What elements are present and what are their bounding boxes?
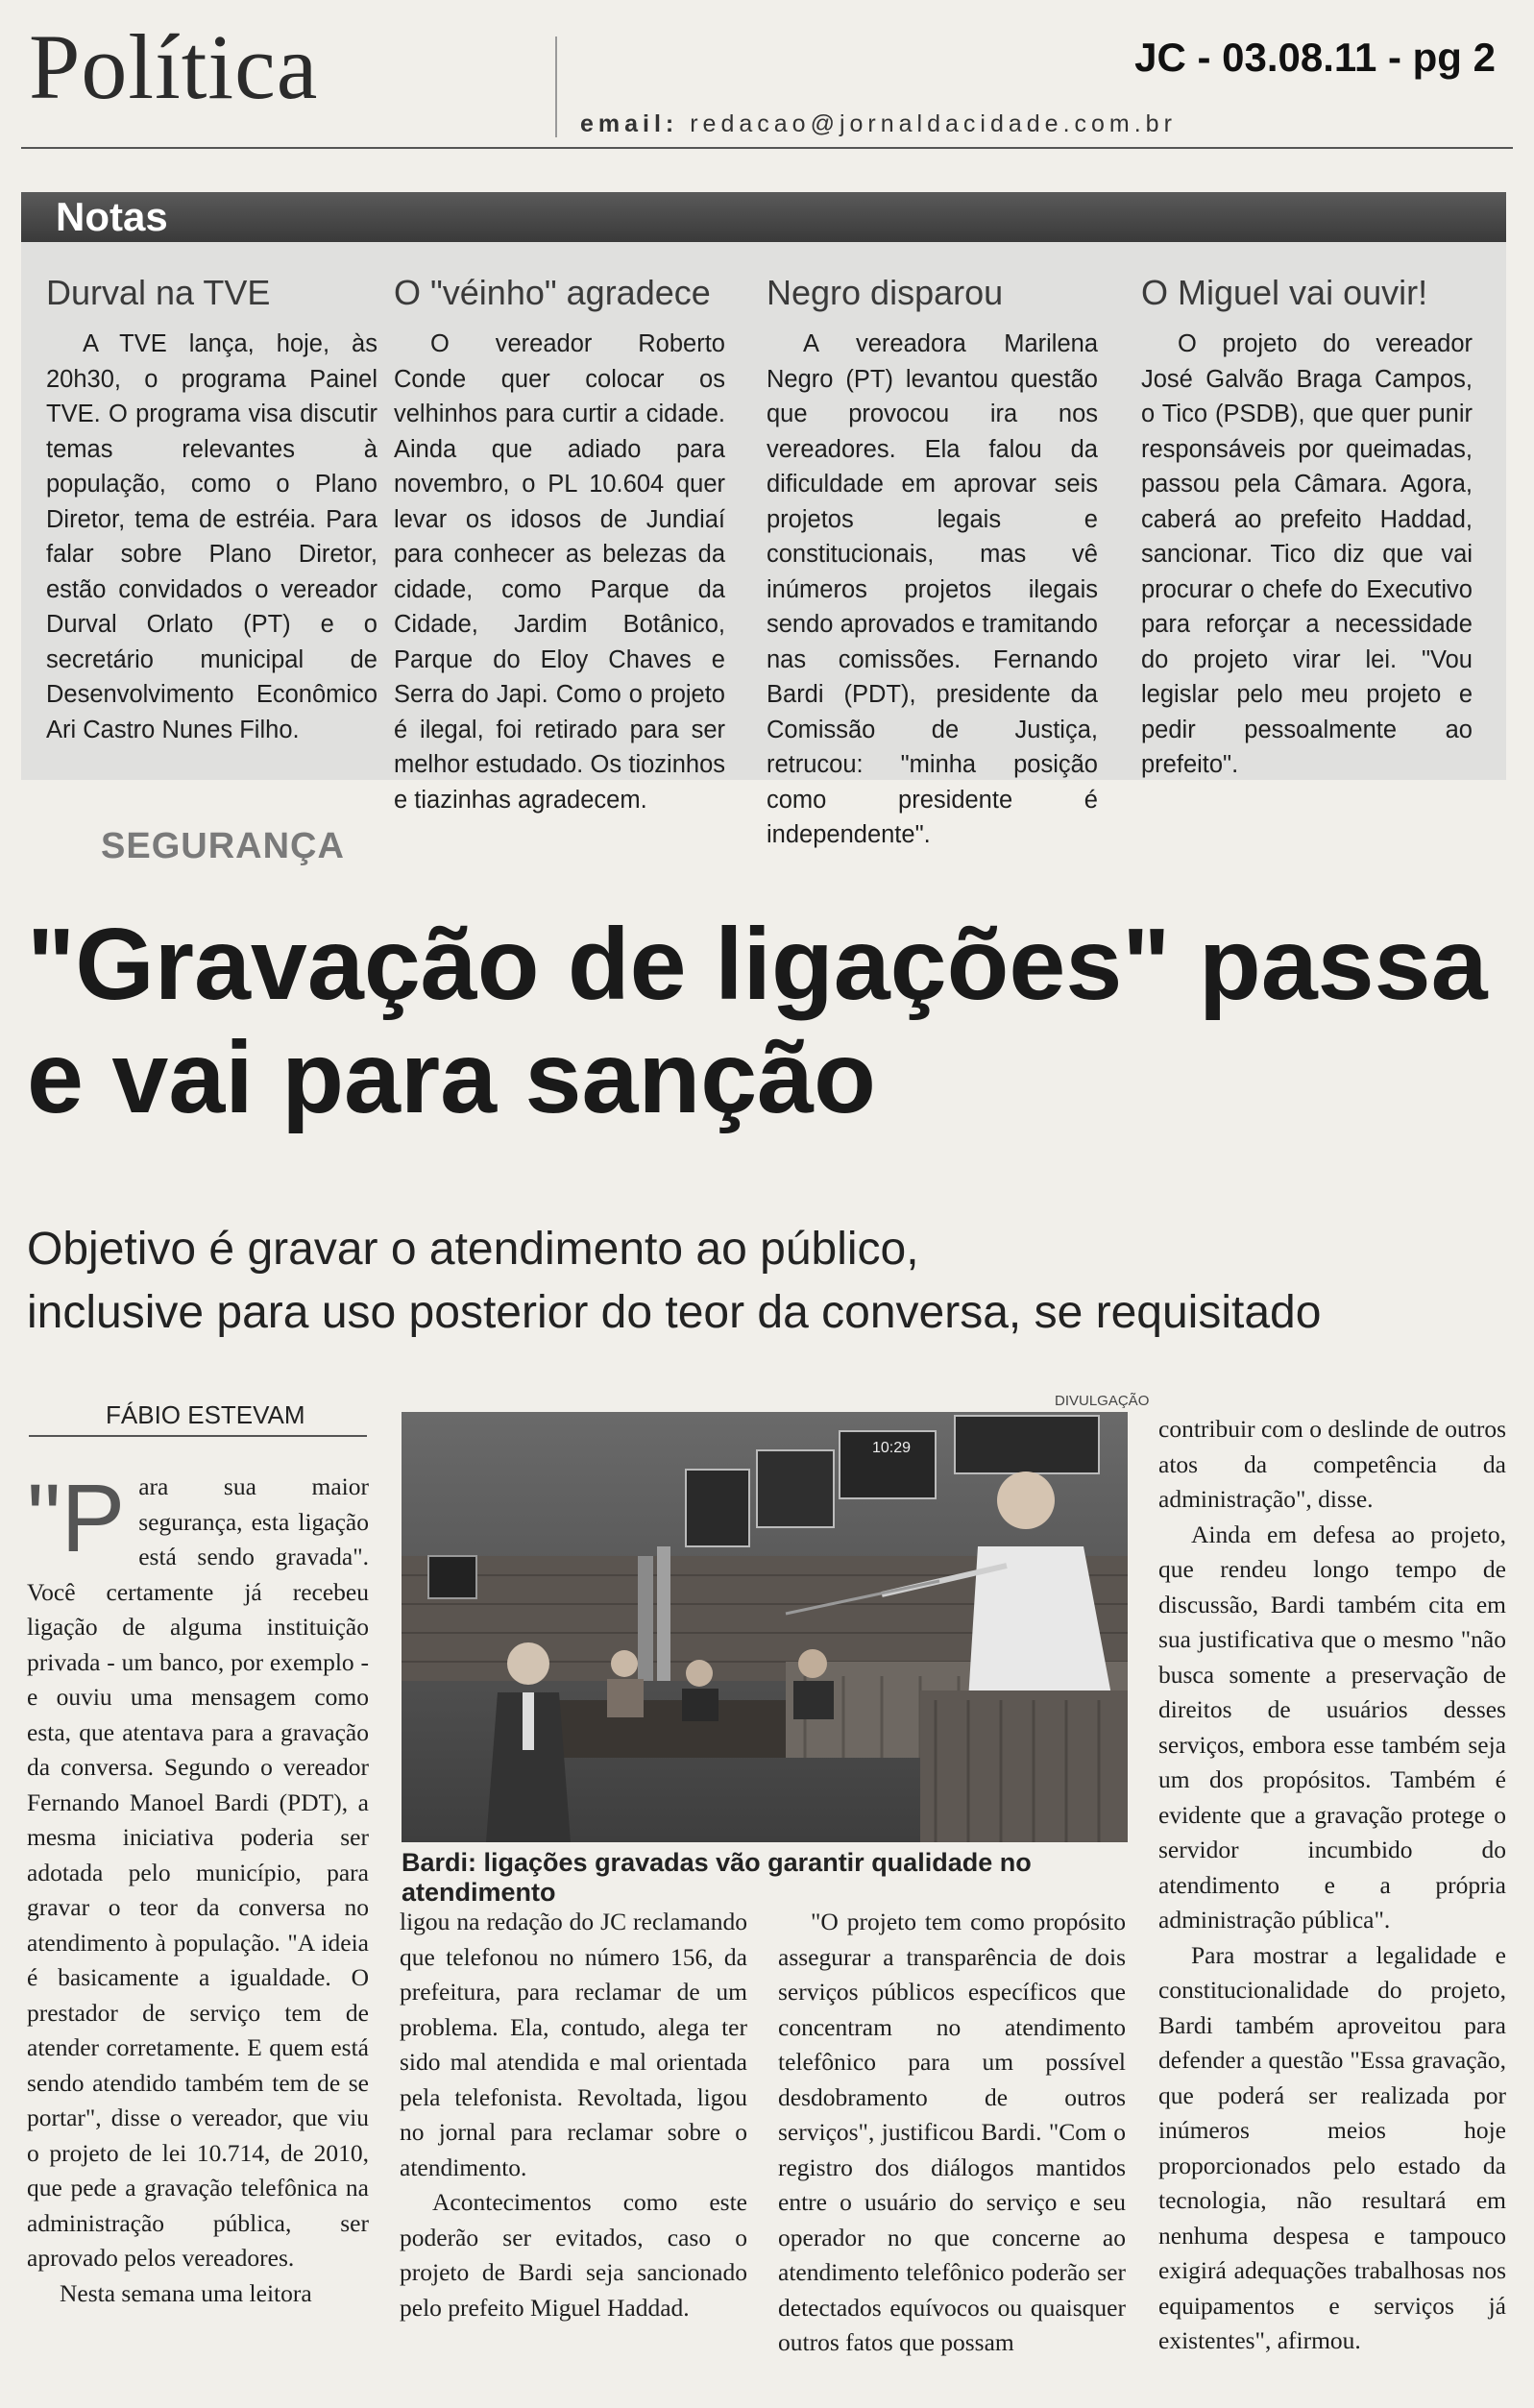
top-rule (21, 147, 1513, 149)
article-paragraph: Acontecimentos como este poderão ser evitados, caso o projeto de Bardi seja sancionado pelo prefeito Miguel Haddad. (400, 2188, 747, 2322)
byline-rule (29, 1435, 367, 1437)
note-title: O "véinho" agradece (394, 273, 711, 312)
drop-cap: "P (27, 1465, 126, 1572)
photo-credit: DIVULGAÇÃO (1055, 1393, 1150, 1409)
note-veinho (394, 273, 725, 817)
article-paragraph: Ainda em defesa ao projeto, que rendeu longo tempo de discussão, Bardi também cita em sua justificativa que o mesmo "não busca somente a preservação de direitos de usuários desses serviços, embora esse também seja um dos propósitos. Também é evidente que a gravação protege o servidor incumbido do atendimento e a própria administração pública". (1158, 1520, 1506, 1934)
note-body: O vereador Roberto Conde quer colocar os velhinhos para curtir a cidade. Ainda que adiado para novembro, o PL 10.604 quer levar os idosos de Jundiaí para conhecer as belezas da cidade, como Parque da Cidade, Jardim Botânico, Parque do Eloy Chaves e Serra do Japi. Como o projeto é ilegal, foi retirado para ser melhor estudado. Os tiozinhos e tiazinhas agradecem. (394, 330, 725, 814)
article-photo (402, 1412, 1128, 1842)
note-title: Durval na TVE (46, 273, 271, 312)
email-line (580, 110, 1177, 138)
note-body: A vereadora Marilena Negro (PT) levantou questão que provocou ira nos vereadores. Ela falou da dificuldade em aprovar seis projetos legais e constitucionais, mas vê inúmeros projetos ilegais sendo aprovados e tramitando nas comissões. Fernando Bardi (PDT), presidente da Comissão de Justiça, retrucou: "minha posição como presidente é independente". (767, 330, 1098, 848)
council-chamber-illustration (402, 1412, 1128, 1842)
issue-info: JC - 03.08.11 - pg 2 (1134, 35, 1496, 80)
notas-label: Notas (56, 194, 168, 239)
article-paragraph: Para mostrar a legalidade e constitucionalidade do projeto, Bardi também aproveitou para defender a questão "Essa gravação, que poderá ser realizada por inúmeros meios hoje proporcionados pelo estado da tecnologia, não resultará em nenhuma despesa e tampouco exigirá adequações trabalhosas nos equipamentos e serviços já existentes", afirmou. (1158, 1940, 1506, 2354)
section-title: Política (29, 15, 319, 118)
article-kicker: SEGURANÇA (101, 826, 345, 866)
notas-banner (21, 192, 1506, 242)
article-paragraph (27, 1465, 369, 2276)
article-paragraph: "O projeto tem como propósito assegurar a transparência de dois serviços públicos específicos que concentram no atendimento telefônico para um possível desdobramento de outros serviços", justificou Bardi. "Com o registro dos diálogos mantidos entre o usuário do serviço e seu operador no que concerne ao atendimento telefônico poderão ser detectados equívocos ou quaisquer outros fatos que possam (778, 1908, 1126, 2356)
article-column-3 (778, 1905, 1126, 2361)
article-paragraph: ligou na redação do JC reclamando que telefonou no número 156, da prefeitura, para reclamar de um problema. Ela, contudo, alega ter sido mal atendida e mal orientada pela telefonista. Revoltada, ligou no jornal para reclamar sobre o atendimento. (400, 1908, 747, 2181)
note-body: O projeto do vereador José Galvão Braga Campos, o Tico (PSDB), que quer punir responsáveis por queimadas, passou pela Câmara. Agora, caberá ao prefeito Haddad, sancionar. Tico diz que vai procurar o chefe do Executivo para reforçar a necessidade do projeto virar lei. "Vou legislar pelo meu projeto e pedir pessoalmente ao prefeito". (1141, 330, 1473, 778)
photo-caption: Bardi: ligações gravadas vão garantir qualidade no atendimento (402, 1848, 1032, 1907)
article-paragraph: contribuir com o deslinde de outros atos da competência da administração", disse. (1158, 1415, 1506, 1513)
note-title: Negro disparou (767, 273, 1004, 312)
article-subhead (27, 1218, 1506, 1345)
note-body: A TVE lança, hoje, às 20h30, o programa Painel TVE. O programa visa discutir temas relevantes à população, como o Plano Diretor, tema de estréia. Para falar sobre Plano Diretor, estão convidados o vereador Durval Orlato (PT) e o secretário municipal de Desenvolvimento Econômico Ari Castro Nunes Filho. (46, 330, 377, 743)
note-durval (46, 273, 377, 747)
clock-readout: 10:29 (872, 1440, 912, 1456)
article-column-2 (400, 1905, 747, 2325)
note-miguel (1141, 273, 1473, 783)
note-title: O Miguel vai ouvir! (1141, 273, 1428, 312)
paragraph-text: ara sua maior segurança, esta ligação está sendo gravada". Você certamente já recebeu ligação de alguma instituição privada - um banco, por exemplo - e ouviu uma mensagem como esta, que atentava para a gravação da conversa. Segundo o vereador Fernando Manoel Bardi (PDT), a mesma iniciativa poderia ser adotada pelo município, para gravar o teor da conversa no atendimento à população. "A ideia é basicamente a igualdade. O prestador de serviço tem de atender corretamente. E quem está sendo atendido também tem de se portar", disse o vereador, que viu o projeto de lei 10.714, de 2010, que pede a gravação telefônica na administração pública, ser aprovado pelos vereadores. (27, 1472, 369, 2272)
byline: FÁBIO ESTEVAM (106, 1400, 305, 1429)
email-address: redacao@jornaldacidade.com.br (690, 110, 1177, 137)
article-paragraph: Nesta semana uma leitora (60, 2278, 312, 2307)
note-negro (767, 273, 1098, 853)
article-headline: "Gravação de ligações" passa e vai para sanção (27, 908, 1488, 1134)
article-column-1 (27, 1465, 369, 2311)
email-label: email: (580, 110, 679, 137)
article-column-4 (1158, 1412, 1506, 2359)
header-divider (555, 36, 557, 137)
subhead-line: Objetivo é gravar o atendimento ao público, (27, 1224, 919, 1275)
subhead-line: inclusive para uso posterior do teor da conversa, se requisitado (27, 1287, 1322, 1338)
